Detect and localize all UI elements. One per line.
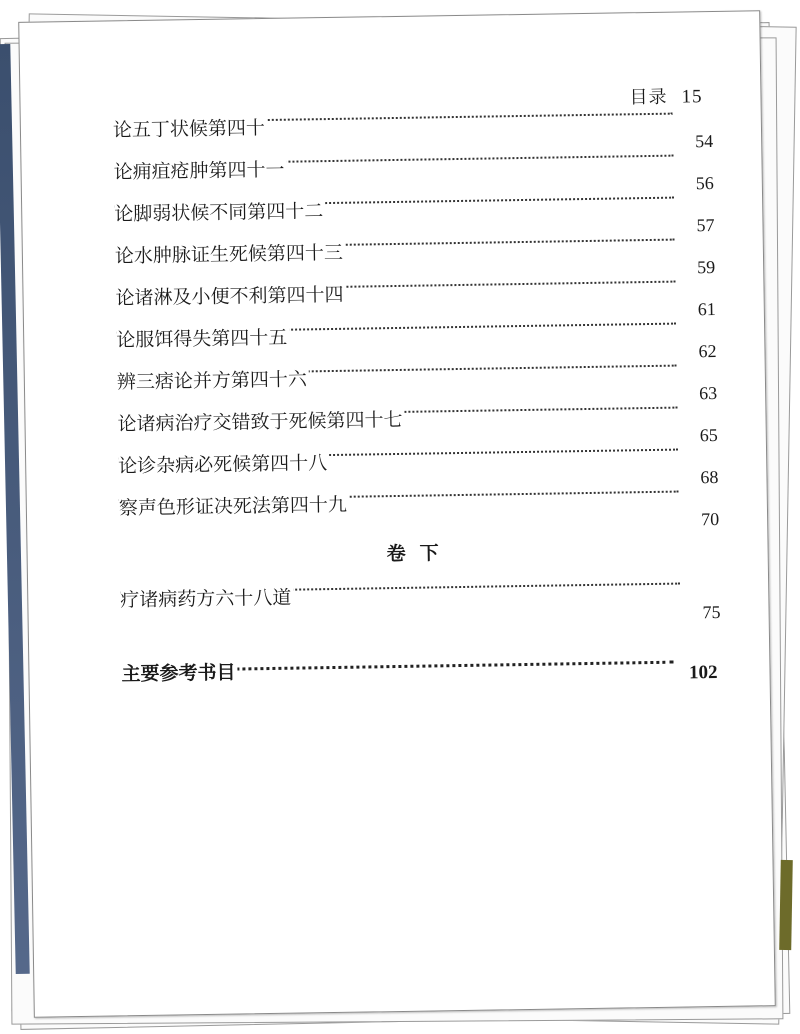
section-title: 目录	[629, 86, 668, 109]
toc-entry[interactable]	[120, 570, 721, 621]
entry-title: 论五丁状候第四十	[113, 113, 267, 142]
entry-title: 辨三痞论并方第四十六	[117, 364, 309, 394]
entry-page: 61	[697, 298, 716, 320]
entry-title: 论诊杂病必死候第四十八	[118, 448, 329, 478]
volume-heading: 卷下	[386, 542, 453, 566]
entry-page: 65	[699, 424, 718, 446]
entry-page: 75	[702, 601, 721, 623]
entry-page: 56	[695, 172, 714, 194]
bibliography-entry[interactable]	[121, 642, 722, 693]
cover-edge	[779, 860, 793, 950]
entry-title: 论水肿脉证生死候第四十三	[115, 238, 345, 269]
entry-page: 102	[688, 661, 718, 684]
entry-title: 论痈疽疮肿第四十一	[113, 155, 286, 185]
entry-page: 63	[698, 382, 718, 404]
entry-page: 59	[697, 256, 716, 278]
toc-page	[18, 10, 776, 1018]
entry-title: 疗诸病药方六十八道	[120, 583, 293, 613]
page-number: 15	[681, 86, 703, 108]
entry-page: 57	[696, 214, 715, 236]
table-of-contents	[113, 98, 722, 693]
entry-title: 论服饵得失第四十五	[116, 323, 289, 353]
entry-page: 68	[700, 466, 719, 488]
entry-page: 54	[695, 130, 714, 152]
entry-title: 察声色形证决死法第四十九	[119, 490, 349, 521]
entry-title: 论诸病治疗交错致于死候第四十七	[117, 405, 404, 437]
entry-page: 62	[698, 340, 717, 362]
entry-title: 论脚弱状候不同第四十二	[114, 196, 325, 226]
entry-title: 论诸淋及小便不利第四十四	[115, 280, 345, 311]
entry-title: 主要参考书目	[121, 658, 237, 687]
entry-page: 70	[700, 508, 720, 530]
